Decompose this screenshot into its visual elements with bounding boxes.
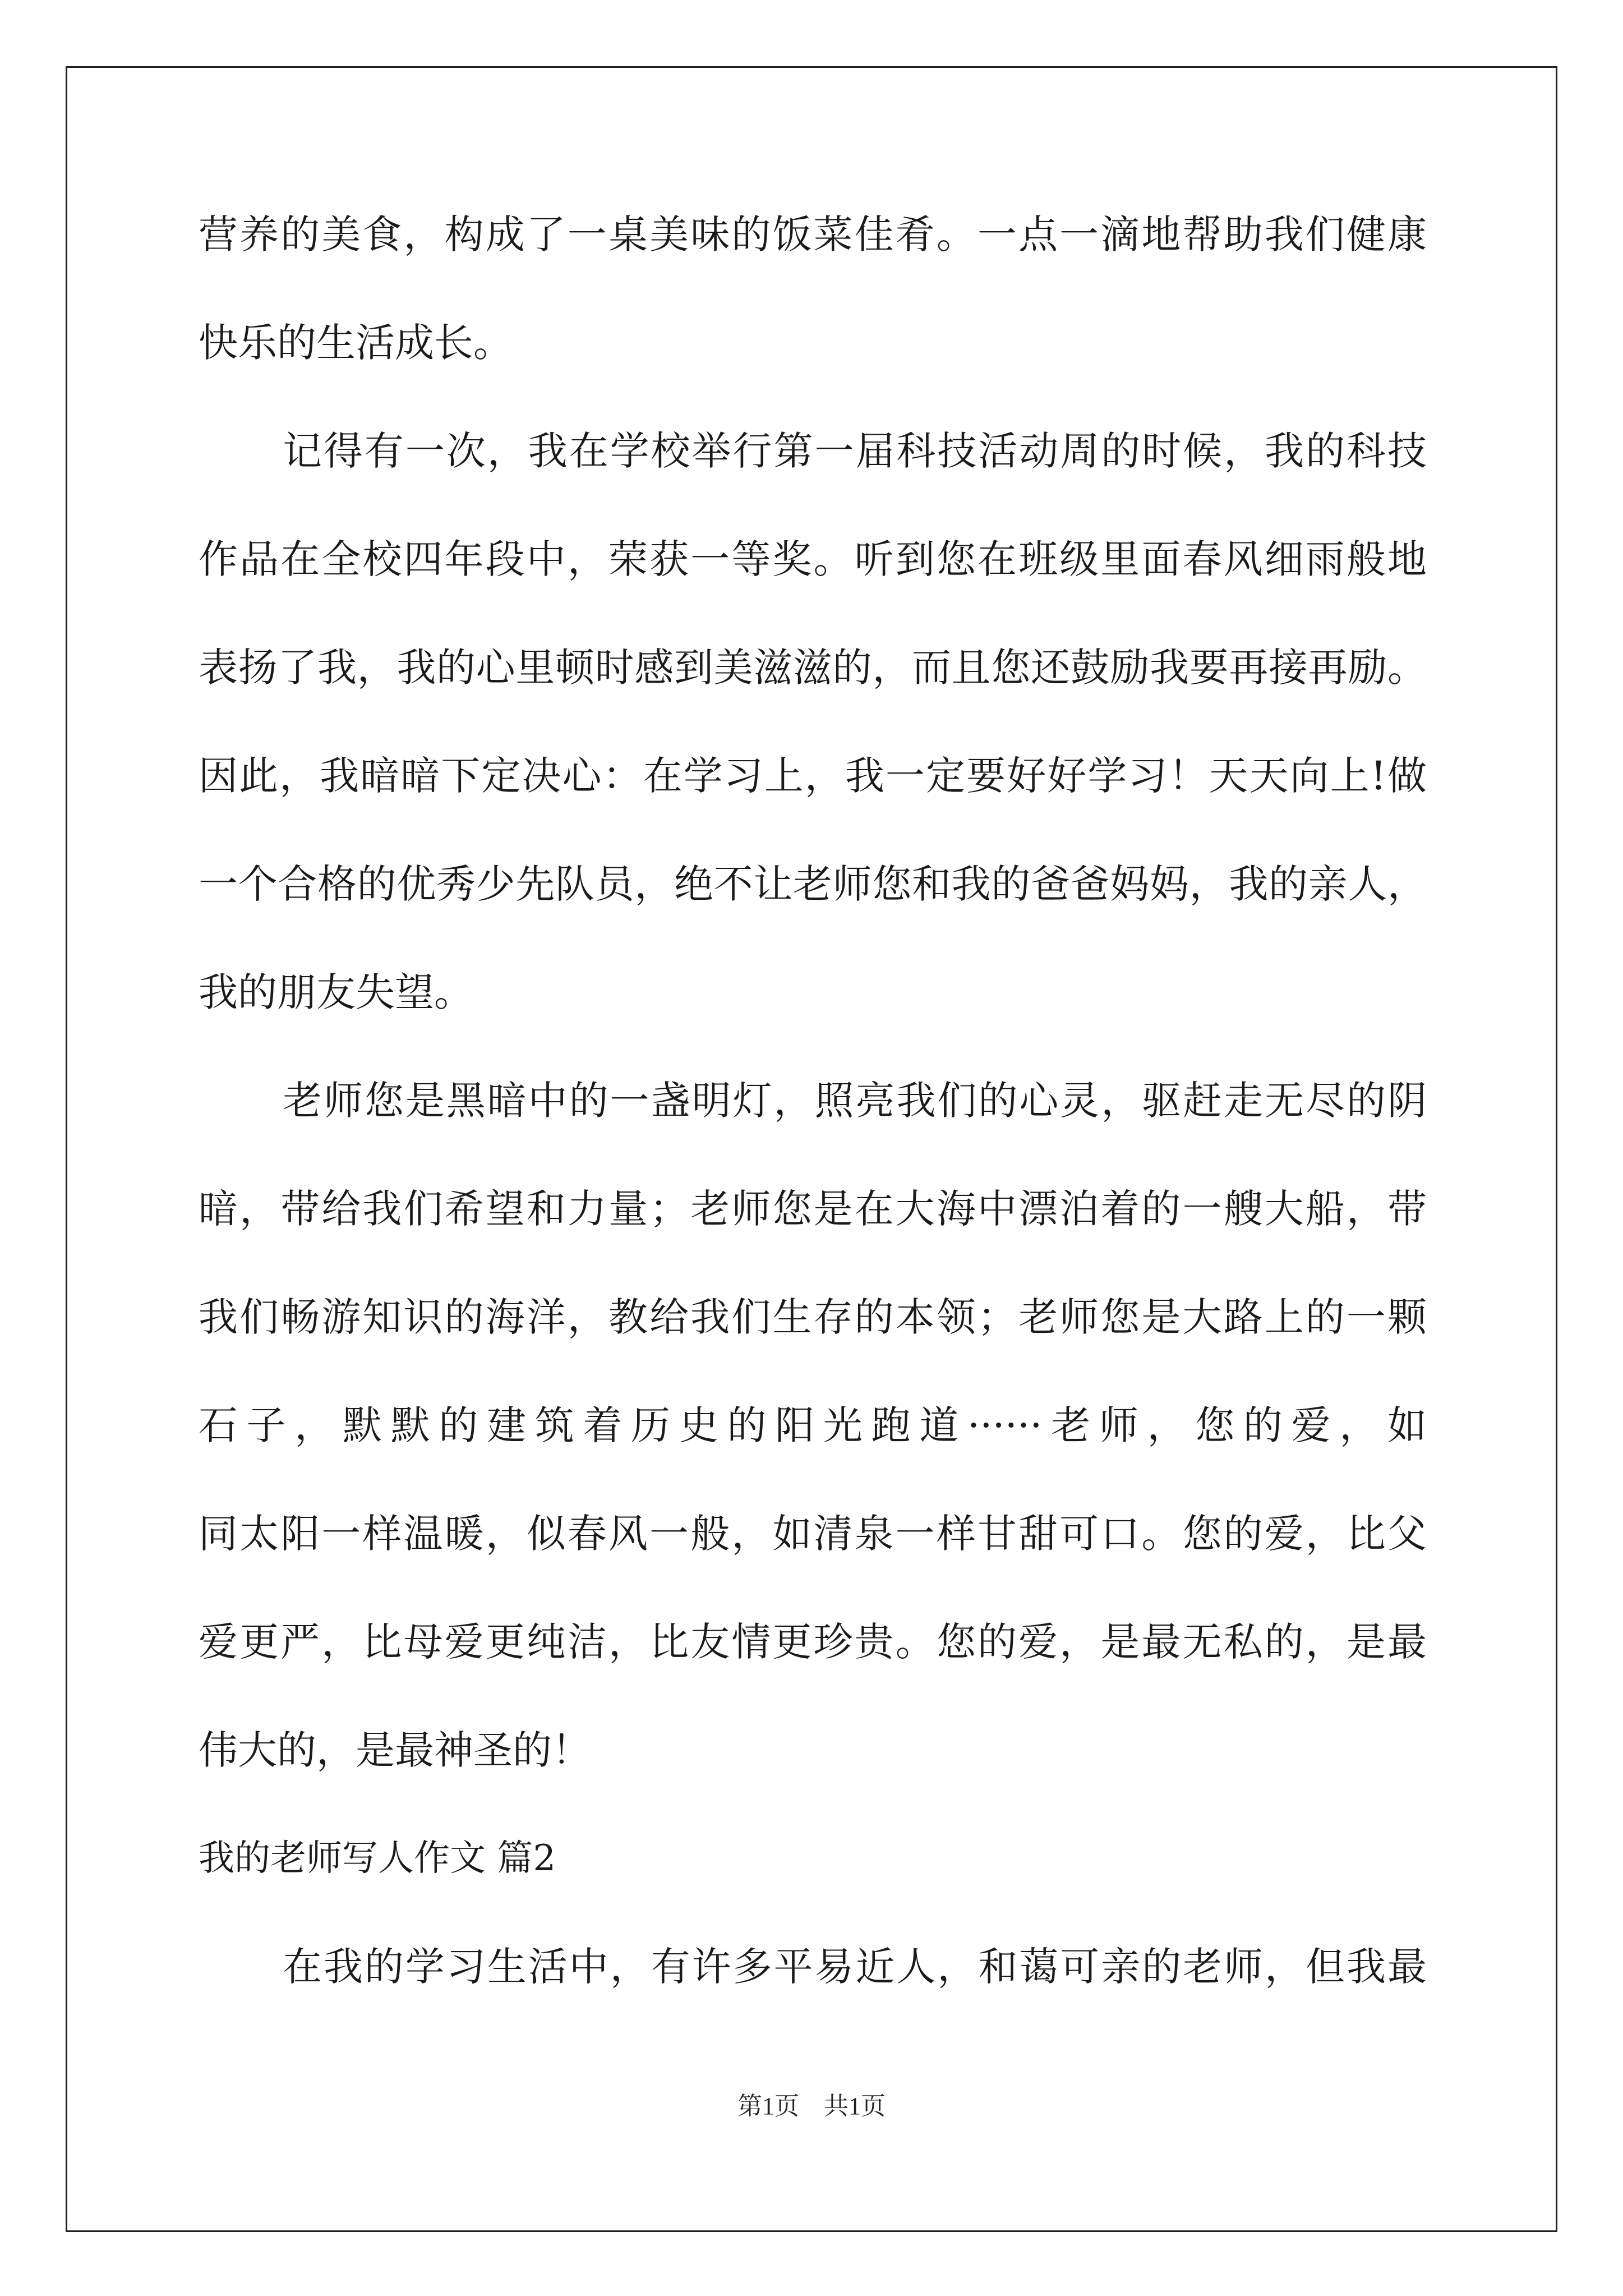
text-line: 同太阳一样温暖，似春风一般，如清泉一样甘甜可口。您的爱，比父 (199, 1511, 1427, 1557)
paragraph-start-line: 在我的学习生活中，有许多平易近人，和蔼可亲的老师，但我最 (283, 1944, 1427, 1990)
text-line: 营养的美食，构成了一桌美味的饭菜佳肴。一点一滴地帮助我们健康 (199, 211, 1427, 257)
text-line: 表扬了我，我的心里顿时感到美滋滋的，而且您还鼓励我要再接再励。 (199, 645, 1427, 691)
text-line: 暗，带给我们希望和力量；老师您是在大海中漂泊着的一艘大船，带 (199, 1186, 1427, 1232)
page-number-text: 第1页 共1页 (737, 2092, 886, 2120)
text-line: 石子，默默的建筑着历史的阳光跑道······老师，您的爱，如 (199, 1402, 1427, 1448)
paragraph-start-line: 记得有一次，我在学校举行第一届科技活动周的时候，我的科技 (283, 428, 1427, 474)
text-line: 作品在全校四年段中，荣获一等奖。听到您在班级里面春风细雨般地 (199, 536, 1427, 582)
text-line: 伟大的，是最神圣的！ (199, 1727, 591, 1773)
text-line: 我的朋友失望。 (199, 969, 473, 1015)
section-heading: 我的老师写人作文 篇2 (199, 1838, 556, 1879)
text-line: 快乐的生活成长。 (199, 320, 513, 366)
text-line: 因此，我暗暗下定决心：在学习上，我一定要好好学习！天天向上!做 (199, 753, 1427, 799)
text-line: 爱更严，比母爱更纯洁，比友情更珍贵。您的爱，是最无私的，是最 (199, 1619, 1427, 1665)
paragraph-start-line: 老师您是黑暗中的一盏明灯，照亮我们的心灵，驱赶走无尽的阴 (283, 1078, 1427, 1124)
page-footer (0, 2091, 1623, 2122)
text-line: 我们畅游知识的海洋，教给我们生存的本领；老师您是大路上的一颗 (199, 1294, 1427, 1340)
document-body (199, 206, 1427, 2047)
text-line: 一个合格的优秀少先队员，绝不让老师您和我的爸爸妈妈，我的亲人， (199, 861, 1427, 907)
